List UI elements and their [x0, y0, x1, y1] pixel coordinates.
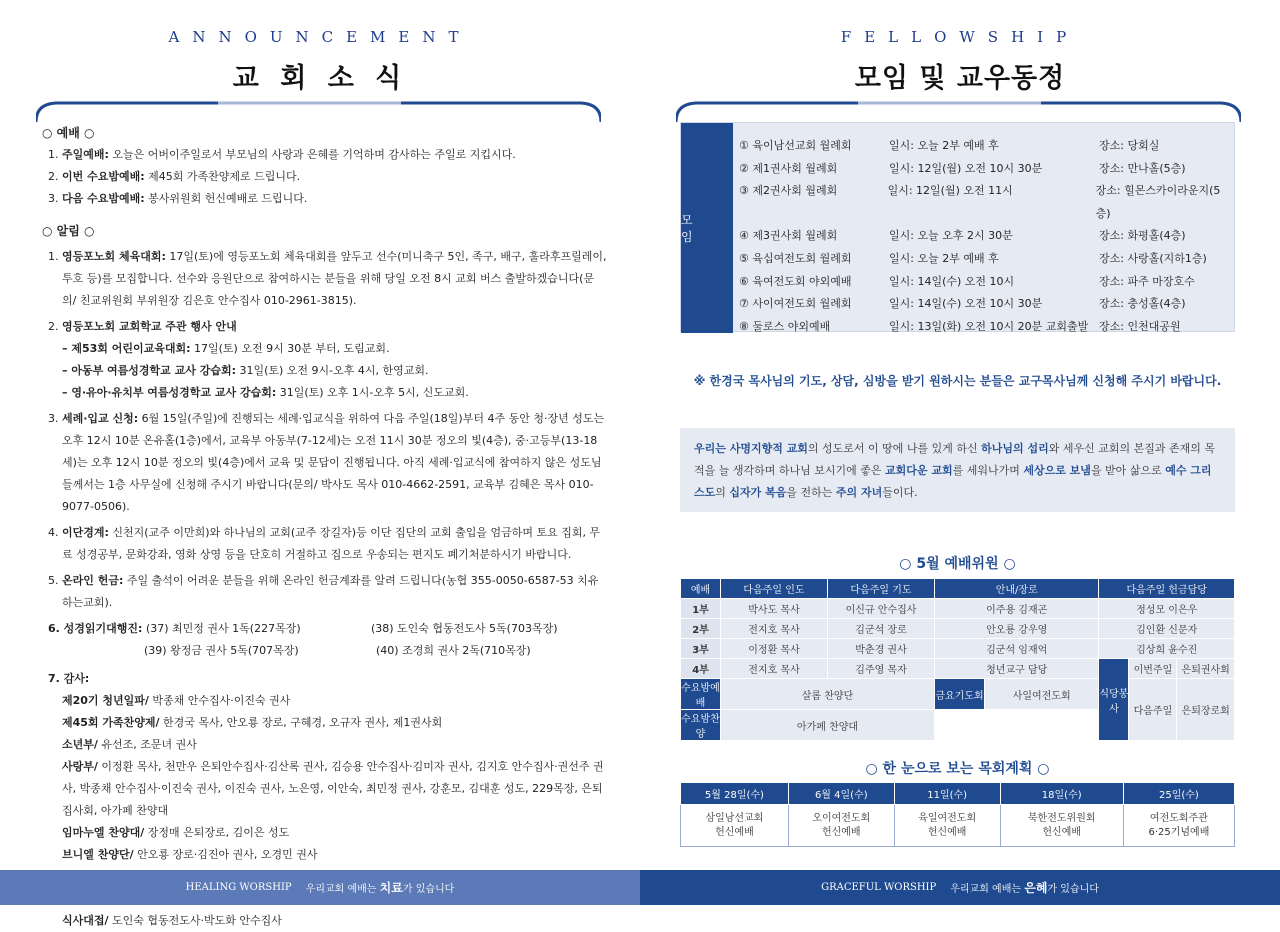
mission-text: 의	[715, 486, 730, 499]
meeting-cell: 일시: 14일(수) 오전 10시 30분	[889, 297, 1043, 311]
graceful-worship-footer	[640, 870, 1280, 905]
item-bold: 이번 수요밤예배:	[62, 170, 145, 183]
wed-praise-label: 수요밤찬양	[681, 710, 721, 741]
plan-date: 6월 4일(수)	[788, 783, 894, 805]
service-label: 2부	[681, 619, 721, 639]
thanks-item	[62, 756, 608, 822]
mission-text: 을 전하는	[786, 486, 836, 499]
friday-prayer-value: 사일여전도회	[985, 679, 1099, 710]
footer-en: GRACEFUL WORSHIP	[821, 882, 937, 893]
thanks-bold: 제20기 청년일파/	[62, 694, 149, 707]
meeting-cell: 일시: 오늘 2부 예배 후	[889, 251, 999, 265]
committee-title: ○ 5월 예배위원 ○	[899, 556, 1016, 572]
committee-cell: 이신규 안수집사	[828, 599, 935, 619]
plan-event-line: 헌신예배	[927, 826, 967, 838]
meeting-cell: 장소: 사랑홀(지하1층)	[1099, 251, 1207, 265]
item-number: 2.	[48, 320, 59, 333]
plan-event	[1123, 805, 1234, 847]
thanks-bold: 소년부/	[62, 738, 98, 751]
notice-item	[48, 246, 608, 312]
meeting-row	[739, 293, 1234, 316]
thanks-item	[62, 844, 608, 866]
plan-event-line: 헌신예배	[821, 826, 861, 838]
meal-cell: 다음주일	[1129, 679, 1177, 741]
item-text: 주일 출석이 어려운 분들을 위해 온라인 헌금계좌를 알려 드립니다(농협 355-0050-6587-53 치유하는교회).	[62, 574, 599, 609]
plan-event-line: 6·25기념예배	[1148, 826, 1210, 838]
committee-header: 다음주일 기도	[828, 579, 935, 599]
meeting-cell: 장소: 화평홀(4층)	[1099, 229, 1186, 243]
meeting-cell: 일시: 12일(월) 오전 11시	[887, 184, 1013, 198]
item-number: 1.	[48, 148, 59, 161]
mission-text: 와 세우신 교회의 본질과 존재의 목적을 늘 생각하며 하나님 보시기에 좋은	[694, 442, 1216, 477]
event-item	[48, 382, 608, 404]
footer-ko	[950, 879, 1099, 896]
worship-section-header: ○ 예배 ○	[42, 126, 95, 140]
item-text: 신천지(교주 이만희)와 하나님의 교회(교주 장길자)등 이단 집단의 교회 출입을 엄금하며 토요 집회, 무료 성경공부, 문화강좌, 영화 상영 등을 단호히 거절하고 집으로 우송되는 편지도 폐기처분하시기 바랍니다.	[62, 526, 601, 561]
footer-bold: 은혜	[1024, 881, 1048, 895]
item-number: 1.	[48, 250, 59, 263]
bible-reading	[48, 618, 608, 662]
meeting-cell: 일시: 12일(월) 오전 10시 30분	[889, 161, 1043, 175]
event-bold: – 영·유아·유치부 여름성경학교 교사 강습회:	[62, 386, 277, 399]
mission-text: 들이다.	[882, 486, 918, 499]
bible-entry: (38) 도인숙 협동전도사 5독(703목장)	[370, 622, 558, 635]
item-number: 2.	[48, 170, 59, 183]
plan-event	[894, 805, 1000, 847]
plan-event	[1000, 805, 1123, 847]
meeting-cell: ⑤ 육십여전도회 월례회	[739, 251, 852, 265]
empty-cell	[935, 710, 1099, 741]
meeting-cell: ④ 제3권사회 월례회	[739, 229, 838, 243]
mission-bold: 하나님의 섭리	[981, 442, 1049, 455]
item-number: 3.	[48, 192, 59, 205]
meeting-cell: ⑥ 육여전도회 야외예배	[739, 274, 852, 288]
thanks-item	[62, 734, 608, 756]
meetings-label: 모임	[681, 123, 733, 333]
item-bold: 영등포노회 교회학교 주관 행사 안내	[62, 320, 237, 333]
meeting-cell: 일시: 오늘 2부 예배 후	[889, 139, 999, 152]
meal-cell: 은퇴권사회	[1177, 659, 1235, 679]
mission-text: 를 세워나가며	[952, 464, 1024, 477]
item-text: 오늘은 어버이주일로서 부모님의 사랑과 은혜를 기억하며 감사하는 주일로 지킵시다.	[108, 148, 516, 161]
item-text: 봉사위원회 헌신예배로 드립니다.	[144, 192, 308, 205]
event-item	[48, 338, 608, 360]
plan-event	[788, 805, 894, 847]
committee-cell: 박사도 목사	[721, 599, 828, 619]
item-bold: 영등포노회 체육대회:	[62, 250, 166, 263]
meeting-cell: 장소: 인천대공원	[1099, 319, 1181, 333]
announcement-title: 교 회 소 식	[232, 63, 408, 94]
committee-cell: 김상희 윤수진	[1099, 639, 1235, 659]
item-number: 5.	[48, 574, 59, 587]
mission-bold: 세상으로 보냄	[1023, 464, 1091, 477]
meeting-cell: 장소: 당회실	[1099, 139, 1160, 152]
meetings-box	[680, 122, 1235, 332]
plan-event	[681, 805, 789, 847]
mission-bold: 우리는 사명지향적 교회	[694, 442, 808, 455]
meeting-cell: 장소: 파주 마장호수	[1099, 274, 1195, 288]
thanks-bold: 사랑부/	[62, 760, 98, 773]
thanks-text: 안오룡 장로·김진아 권사, 오경민 권사	[133, 848, 318, 861]
bible-entry: (39) 왕정금 권사 5독(707목장)	[144, 644, 299, 657]
meeting-cell: ⑧ 둘로스 야외예배	[739, 319, 831, 333]
meal-cell: 이번주일	[1129, 659, 1177, 679]
footer-pre: 우리교회 예배는	[950, 884, 1022, 895]
thanks-text: 도인숙 협동전도사·박도화 안수집사	[108, 914, 282, 927]
committee-cell: 안오룡 강우영	[935, 619, 1099, 639]
thanks-item	[62, 822, 608, 844]
title-rule	[676, 100, 1241, 122]
plan-date: 25일(수)	[1123, 783, 1234, 805]
bible-entry: (37) 최민정 권사 1독(227목장)	[145, 622, 301, 635]
thanks-label: 7. 감사:	[48, 672, 90, 685]
service-label: 4부	[681, 659, 721, 679]
plan-event-line: 헌신예배	[1042, 826, 1082, 838]
bible-entry: (40) 조경희 권사 2독(710목장)	[376, 644, 531, 657]
footer-en: HEALING WORSHIP	[185, 882, 292, 893]
plan-date: 5월 28일(수)	[681, 783, 789, 805]
committee-header: 예배	[681, 579, 721, 599]
plan-event-line: 여전도회주관	[1149, 812, 1208, 824]
pastor-notice: ※ 한경국 목사님의 기도, 상담, 심방을 받기 원하시는 분들은 교구목사님께 신청해 주시기 바랍니다.	[693, 374, 1222, 388]
committee-cell: 김군석 장로	[828, 619, 935, 639]
plan-event-line: 삼일남선교회	[705, 812, 764, 824]
plan-title: ○ 한 눈으로 보는 목회계획 ○	[865, 761, 1050, 777]
event-text: 31일(토) 오전 9시-오후 4시, 한영교회.	[235, 364, 429, 377]
item-text: 6월 15일(주일)에 진행되는 세례·입교식을 위하여 다음 주일(18일)부터 4주 동안 청·장년 성도는 오후 12시 10분 온유홀(1층)에서, 교육부 아동부(7-12세)는 오전 11시 30분 정오의 빛(4층), 중·고등부(13-18세)는 오후 12시 10분 정오의 빛(4층)에서 교육 및 문답이 진행됩니다. 아직 세례·입교식에 참여하지 않은 성도님들께서는 1층 사무실에 신청해 주시기 바랍니다(문의/ 박사도 목사 010-4662-2591, 교육부 김혜은 목사 010-9077-0506).	[62, 412, 605, 513]
item-bold: 이단경계:	[62, 526, 109, 539]
thanks-bold: 식사대접/	[62, 914, 109, 927]
meeting-cell: 장소: 힐몬스카이라운지(5층)	[1095, 184, 1221, 220]
mission-text: 을 받아 삶으로	[1090, 464, 1166, 477]
meeting-cell: ② 제1권사회 월례회	[739, 161, 838, 175]
worship-list	[48, 144, 608, 210]
wed-night-label: 수요밤예배	[681, 679, 721, 710]
committee-cell: 김주영 목자	[828, 659, 935, 679]
thanks-text: 이정환 목사, 천만우 은퇴안수집사·김산록 권사, 김승용 안수집사·김미자 권사, 김지호 안수집사·권선주 권사, 박종채 안수집사·이진숙 권사, 이진숙 권사, 노은영, 이안숙, 최민정 권사, 강훈모, 김대훈 성도, 229목장, 은퇴집사회, 아가페 찬양대	[62, 760, 604, 817]
notice-list	[48, 246, 608, 614]
mission-bold: 교회다운 교회	[885, 464, 953, 477]
footer-post: 가 있습니다	[402, 884, 455, 895]
committee-cell: 박춘경 권사	[828, 639, 935, 659]
meal-service-label: 식당봉사	[1099, 659, 1129, 741]
footer-ko	[306, 879, 455, 896]
plan-event-line: 헌신예배	[715, 826, 754, 838]
footer-post: 가 있습니다	[1047, 884, 1099, 895]
meeting-row	[739, 271, 1234, 294]
worship-item	[48, 188, 608, 210]
meal-cell: 은퇴장로회	[1177, 679, 1235, 741]
event-text: 31일(토) 오후 1시-오후 5시, 신도교회.	[276, 386, 469, 399]
committee-cell: 정성모 이은우	[1099, 599, 1235, 619]
committee-cell: 청년교구 담당	[935, 659, 1099, 679]
thanks-item	[62, 690, 608, 712]
footer-pre: 우리교회 예배는	[305, 884, 377, 895]
meeting-cell: 일시: 13일(화) 오전 10시 20분 교회출발	[889, 319, 1089, 333]
meetings-list	[739, 135, 1234, 338]
committee-cell: 이주용 김재곤	[935, 599, 1099, 619]
item-number: 4.	[48, 526, 59, 539]
thanks-text: 한경국 목사, 안오룡 장로, 구혜경, 오규자 권사, 제1권사회	[159, 716, 443, 729]
committee-header: 안내/장로	[935, 579, 1099, 599]
committee-cell: 김인환 신문자	[1099, 619, 1235, 639]
plan-event-line: 북한전도위원회	[1027, 812, 1096, 824]
committee-cell: 전지호 목사	[721, 619, 828, 639]
bible-label: 6. 성경읽기대행진:	[48, 622, 143, 635]
service-label: 1부	[681, 599, 721, 619]
mission-bold: 예수 그리스도	[694, 464, 1212, 499]
thanks-text: 유선조, 조문녀 권사	[97, 738, 197, 751]
meeting-cell: ① 육이남선교회 월례회	[739, 139, 852, 152]
plan-table	[680, 782, 1235, 847]
thanks-bold: 브니엘 찬양단/	[62, 848, 134, 861]
footer-bold: 치료	[379, 881, 403, 895]
committee-cell: 김군석 임재억	[935, 639, 1099, 659]
committee-header: 다음주일 헌금담당	[1099, 579, 1235, 599]
item-bold: 온라인 헌금:	[62, 574, 124, 587]
thanks-text: 장정매 은퇴장로, 김이은 성도	[144, 826, 290, 839]
thanks-item	[62, 910, 608, 932]
item-bold: 주일예배:	[62, 148, 109, 161]
fellowship-kicker: FELLOWSHIP	[840, 28, 1080, 46]
committee-table	[680, 578, 1235, 741]
item-number: 3.	[48, 412, 59, 425]
title-rule	[36, 100, 601, 122]
item-text: 제45회 가족찬양제로 드립니다.	[144, 170, 301, 183]
thanks-item	[62, 712, 608, 734]
meeting-cell: 장소: 충성홀(4층)	[1099, 297, 1186, 311]
service-label: 3부	[681, 639, 721, 659]
meeting-cell: ③ 제2권사회 월례회	[739, 184, 838, 198]
announcement-kicker: ANNOUNCEMENT	[168, 28, 472, 46]
healing-worship-footer	[0, 870, 640, 905]
thanks-text: 박종채 안수집사·이진숙 권사	[148, 694, 291, 707]
wed-night-value: 살롬 찬양단	[721, 679, 935, 710]
meeting-row	[739, 180, 1234, 225]
announcement-content	[42, 122, 608, 932]
worship-item	[48, 144, 608, 166]
plan-date: 18일(수)	[1000, 783, 1123, 805]
mission-bold: 주의 자녀	[835, 486, 883, 499]
event-text: 17일(토) 오전 9시 30분 부터, 도림교회.	[190, 342, 390, 355]
mission-statement	[680, 428, 1235, 512]
meeting-cell: ⑦ 사이여전도회 월례회	[739, 297, 852, 311]
wed-praise-value: 아가페 찬양대	[721, 710, 935, 741]
thanks-bold: 제45회 가족찬양제/	[62, 716, 160, 729]
fellowship-page	[640, 0, 1280, 870]
meeting-cell: 장소: 만나홀(5층)	[1099, 161, 1186, 175]
meeting-row	[739, 316, 1234, 339]
plan-date: 11일(수)	[894, 783, 1000, 805]
worship-item	[48, 166, 608, 188]
fellowship-title: 모임 및 교우동정	[854, 63, 1066, 94]
plan-event-line: 오이여전도회	[812, 812, 871, 824]
event-bold: – 제53회 어린이교육대회:	[62, 342, 191, 355]
committee-cell: 이정환 목사	[721, 639, 828, 659]
plan-event-line: 육일여전도회	[918, 812, 977, 824]
committee-header: 다음주일 인도	[721, 579, 828, 599]
notice-item	[48, 316, 608, 338]
mission-text: 의 성도로서 이 땅에 나를 있게 하신	[807, 442, 982, 455]
notice-section-header: ○ 알림 ○	[42, 224, 95, 238]
item-bold: 세례·입교 신청:	[62, 412, 139, 425]
friday-prayer-label: 금요기도회	[935, 679, 985, 710]
meeting-row	[739, 225, 1234, 248]
thanks-bold: 임마누엘 찬양대/	[62, 826, 145, 839]
meeting-row	[739, 248, 1234, 271]
meeting-cell: 일시: 오늘 오후 2시 30분	[889, 229, 1013, 243]
meeting-cell: 일시: 14일(수) 오전 10시	[889, 274, 1015, 288]
item-text: 17일(토)에 영등포노회 체육대회를 앞두고 선수(미니축구 5인, 족구, 배구, 훌라후프릴레이, 투호 등)를 모집합니다. 선수와 응원단으로 참여하시는 분들을 위해 당일 오전 8시 교회 버스 출발하겠습니다(문의/ 친교위원회 부위원장 김은호 안수집사 010-2961-3815).	[62, 250, 607, 307]
event-bold: – 아동부 여름성경학교 교사 강습회:	[62, 364, 236, 377]
item-bold: 다음 수요밤예배:	[62, 192, 145, 205]
meeting-row	[739, 135, 1234, 158]
notice-item	[48, 522, 608, 566]
event-item	[48, 360, 608, 382]
meeting-row	[739, 158, 1234, 181]
notice-item	[48, 408, 608, 518]
mission-bold: 십자가 복음	[729, 486, 787, 499]
notice-item	[48, 570, 608, 614]
committee-cell: 전지호 목사	[721, 659, 828, 679]
